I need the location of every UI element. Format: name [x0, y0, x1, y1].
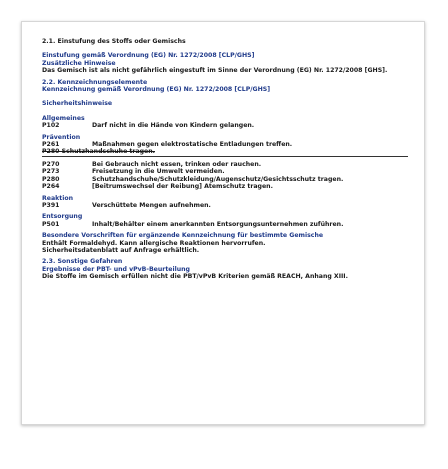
statement-row	[42, 168, 408, 175]
statement-code: P270	[42, 160, 60, 168]
section-heading: 2.1. Einstufung des Stoffs oder Gemischs	[42, 38, 186, 45]
statement-text: Maßnahmen gegen elektrostatische Entladungen treffen.	[92, 141, 293, 149]
statement-code: P261	[42, 141, 60, 149]
statement-row	[42, 202, 408, 209]
statement-text: Verschüttete Mengen aufnehmen.	[92, 201, 211, 209]
document-page	[21, 21, 425, 425]
other-hazards-heading: 2.3. Sonstige Gefahren	[42, 258, 123, 266]
statement-text: Bei Gebrauch nicht essen, trinken oder rauchen.	[92, 160, 262, 168]
notes-text: Das Gemisch ist als nicht gefährlich eingestuft im Sinne der Verordnung (EG) Nr. 1272/2008 [GHS].	[42, 67, 388, 75]
reaction-heading: Reaktion	[42, 194, 73, 202]
statement-code: P280	[42, 175, 60, 183]
statement-code: P273	[42, 168, 60, 176]
special-provisions-heading: Besondere Vorschriften für ergänzende Kennzeichnung für bestimmte Gemische	[42, 232, 324, 240]
label-heading: 2.2. Kennzeichnungselemente	[42, 78, 148, 86]
statement-row	[42, 161, 408, 168]
disposal-heading: Entsorgung	[42, 213, 83, 221]
statement-row	[42, 176, 408, 183]
struck-statement: P280 Schutzhandschuhe tragen.	[42, 148, 408, 156]
statement-text: Darf nicht in die Hände von Kindern gelangen.	[92, 122, 255, 130]
statement-row	[42, 221, 408, 228]
statement-code: P264	[42, 183, 60, 191]
statement-code: P391	[42, 201, 60, 209]
statement-text: Inhalt/Behälter einem anerkannten Entsorgungsunternehmen zuführen.	[92, 220, 344, 228]
statement-text: Freisetzung in die Umwelt vermeiden.	[92, 168, 225, 176]
pbt-heading: Ergebnisse der PBT- und vPvB-Beurteilung	[42, 265, 190, 273]
prevention-heading: Prävention	[42, 133, 81, 141]
notes-label: Zusätzliche Hinweise	[42, 59, 116, 67]
statement-code: P501	[42, 220, 60, 228]
label-subheading: Kennzeichnung gemäß Verordnung (EG) Nr. 1272/2008 [CLP/GHS]	[42, 86, 271, 94]
general-heading: Allgemeines	[42, 114, 85, 122]
sds-note: Sicherheitsdatenblatt auf Anfrage erhältlich.	[42, 246, 200, 254]
safety-label: Sicherheitshinweise	[42, 100, 113, 108]
statement-row	[42, 122, 408, 129]
classification-heading: Einstufung gemäß Verordnung (EG) Nr. 1272/2008 [CLP/GHS]	[42, 52, 255, 60]
statement-code: P102	[42, 122, 60, 130]
statement-row	[42, 141, 408, 148]
statement-text: [Beitrumswechsel der Reibung] Atemschutz tragen.	[92, 183, 273, 191]
statement-row	[42, 183, 408, 190]
pbt-text: Die Stoffe im Gemisch erfüllen nicht die PBT/vPvB Kriterien gemäß REACH, Anhang XIII.	[42, 273, 348, 281]
statement-text: Schutzhandschuhe/Schutzkleidung/Augenschutz/Gesichtsschutz tragen.	[92, 175, 344, 183]
special-provisions-text: Enthält Formaldehyd. Kann allergische Reaktionen hervorrufen.	[42, 239, 266, 247]
document-content	[42, 38, 408, 414]
